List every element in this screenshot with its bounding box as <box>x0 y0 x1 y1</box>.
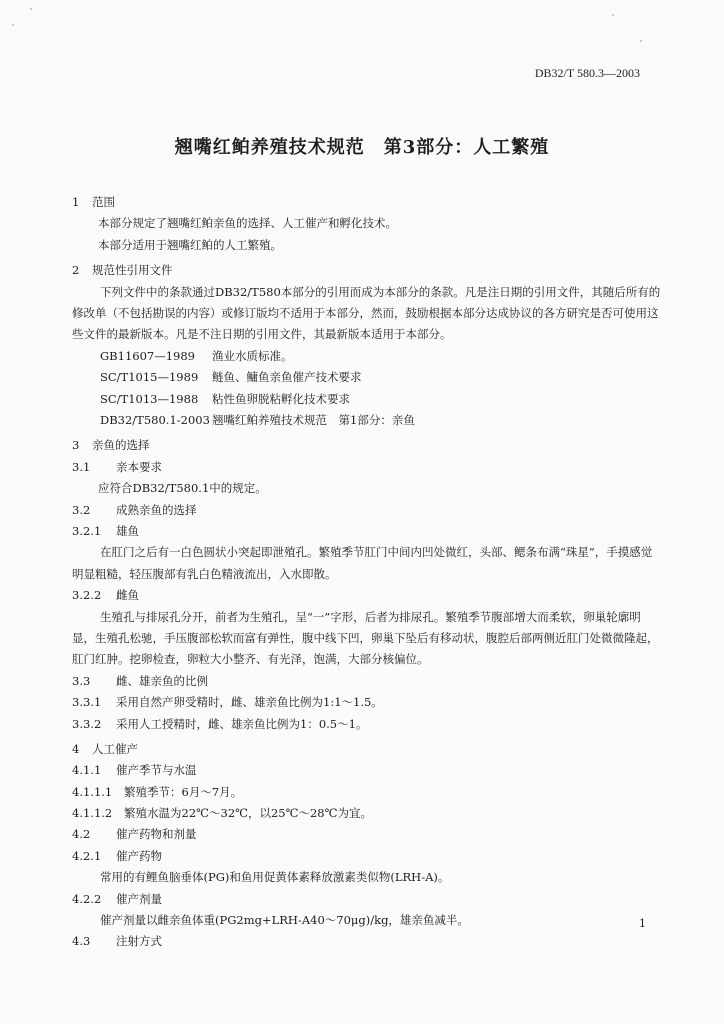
scan-speck <box>612 14 614 16</box>
clause: 3.3.2 采用人工授精时，雌、雄亲鱼比例为1：0.5～1。 <box>72 716 368 731</box>
subsection-heading: 3.3 雌、雄亲鱼的比例 <box>72 673 208 688</box>
clause: 3.3.1 采用自然产卵受精时，雌、雄亲鱼比例为1:1～1.5。 <box>72 695 383 710</box>
paragraph: 催产剂量以雌亲鱼体重(PG2mg+LRH-A40～70μg)/kg，雄亲鱼减半。 <box>100 913 469 928</box>
reference-item: SC/T1013—1988 粘性鱼卵脱粘孵化技术要求 <box>100 391 350 406</box>
section-4-heading: 4 人工催产 <box>72 741 138 756</box>
page-number: 1 <box>639 917 646 930</box>
clause: 4.1.1.2 繁殖水温为22℃～32℃，以25℃～28℃为宜。 <box>72 806 372 821</box>
paragraph: 在肛门之后有一白色圆状小突起即泄殖孔。繁殖季节肛门中间内凹处微红，头部、鳃条布满“珠星”，手摸感觉明显粗糙，轻压腹部有乳白色精液流出，入水即散。 <box>72 545 653 581</box>
reference-item: GB11607—1989 渔业水质标准。 <box>100 348 293 363</box>
document-title: 翘嘴红鲌养殖技术规范 第3部分：人工繁殖 <box>174 137 550 158</box>
paragraph: 本部分适用于翘嘴红鲌的人工繁殖。 <box>98 237 282 252</box>
scan-speck <box>12 24 14 26</box>
scan-speck <box>30 8 32 10</box>
subsection-heading: 3.1 亲本要求 <box>72 459 162 474</box>
subsection-heading: 3.2.2 雌鱼 <box>72 588 139 603</box>
section-3-heading: 3 亲鱼的选择 <box>72 438 150 453</box>
paragraph: 生殖孔与排尿孔分开，前者为生殖孔，呈“一”字形，后者为排尿孔。繁殖季节腹部增大而柔软，卵巢轮廓明显，生殖孔松驰，手压腹部松软而富有弹性，腹中线下凹，卵巢下坠后有移动状，腹腔后部两侧近肛门处微微隆起，肛门红肿。挖卵检查，卵粒大小整齐、有光泽，饱满，大部分核偏位。 <box>72 609 659 667</box>
subsection-heading: 4.2.2 催产剂量 <box>72 891 162 906</box>
section-2-heading: 2 规范性引用文件 <box>72 263 173 278</box>
paragraph: 下列文件中的条款通过DB32/T580本部分的引用而成为本部分的条款。凡是注日期的引用文件，其随后所有的修改单（不包括勘误的内容）或修订版均不适用于本部分，然而，鼓励根据本部分达成协议的各方研究是否可使用这些文件的最新版本。凡是不注日期的引用文件，其最新版本适用于本部分。 <box>72 284 661 342</box>
subsection-heading: 3.2.1 雄鱼 <box>72 523 139 538</box>
reference-item: SC/T1015—1989 鲢鱼、鳙鱼亲鱼催产技术要求 <box>100 370 362 385</box>
scan-speck <box>640 40 642 42</box>
subsection-heading: 3.2 成熟亲鱼的选择 <box>72 502 197 517</box>
paragraph: 应符合DB32/T580.1中的规定。 <box>98 481 267 496</box>
subsection-heading: 4.2 催产药物和剂量 <box>72 827 197 842</box>
paragraph: 常用的有鲤鱼脑垂体(PG)和鱼用促黄体素释放激素类似物(LRH-A)。 <box>100 870 450 885</box>
clause: 4.1.1.1 繁殖季节：6月～7月。 <box>72 784 243 799</box>
section-1-heading: 1 范围 <box>72 195 115 209</box>
subsection-heading: 4.2.1 催产药物 <box>72 848 162 863</box>
document-body <box>72 188 662 953</box>
paragraph: 本部分规定了翘嘴红鲌亲鱼的选择、人工催产和孵化技术。 <box>98 216 397 231</box>
subsection-heading: 4.1.1 催产季节与水温 <box>72 763 197 778</box>
reference-item: DB32/T580.1-2003 翘嘴红鲌养殖技术规范 第1部分：亲鱼 <box>100 412 415 427</box>
standard-number: DB32/T 580.3—2003 <box>534 66 640 80</box>
subsection-heading: 4.3 注射方式 <box>72 934 162 949</box>
